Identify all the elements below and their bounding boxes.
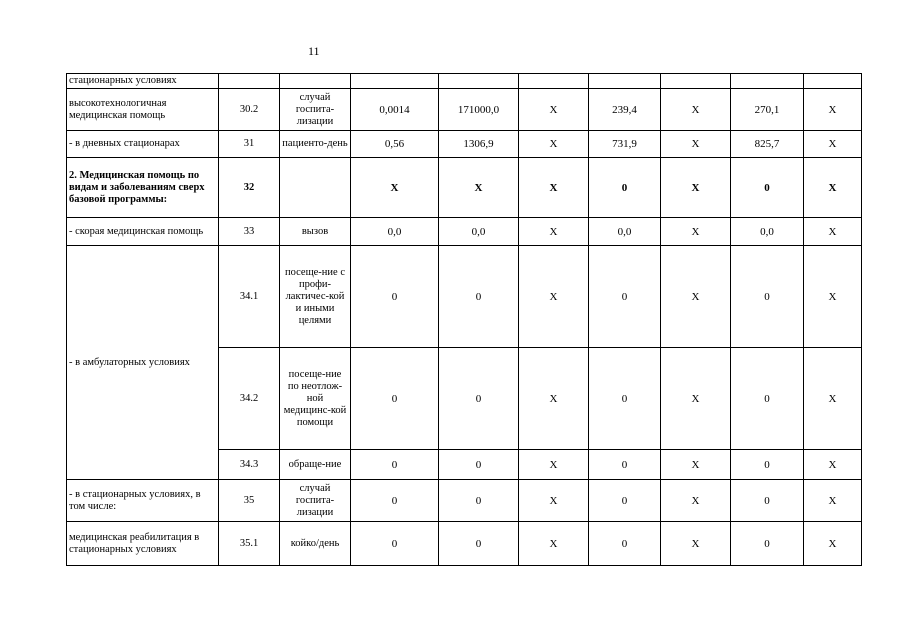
cell-value: Х: [804, 89, 862, 131]
cell-value: [589, 74, 661, 89]
cell-value: 731,9: [589, 131, 661, 158]
cell-value: 0,0014: [351, 89, 439, 131]
row-code: 34.1: [219, 246, 280, 348]
cell-value: Х: [804, 158, 862, 218]
cell-value: Х: [661, 89, 731, 131]
cell-value: Х: [661, 218, 731, 246]
cell-value: 0: [731, 246, 804, 348]
table-row: [67, 131, 862, 158]
row-name: - в дневных стационарах: [67, 131, 219, 158]
cell-value: Х: [519, 89, 589, 131]
cell-value: 0: [589, 522, 661, 566]
row-name: - скорая медицинская помощь: [67, 218, 219, 246]
cell-value: 239,4: [589, 89, 661, 131]
row-code: 34.2: [219, 348, 280, 450]
cell-value: [661, 74, 731, 89]
row-code: 33: [219, 218, 280, 246]
row-unit: [280, 158, 351, 218]
row-unit: посеще-ние с профи-лактичес-кой и иными целями: [280, 246, 351, 348]
cell-value: Х: [519, 158, 589, 218]
cell-value: 0: [731, 480, 804, 522]
cell-value: Х: [804, 522, 862, 566]
cell-value: Х: [804, 450, 862, 480]
cell-value: [439, 74, 519, 89]
table-row: [67, 218, 862, 246]
cell-value: 0: [731, 450, 804, 480]
table-row: [67, 74, 862, 89]
cell-value: Х: [804, 246, 862, 348]
cell-value: Х: [804, 218, 862, 246]
cell-value: Х: [519, 348, 589, 450]
cell-value: 0: [439, 480, 519, 522]
cell-value: 0,0: [589, 218, 661, 246]
cell-value: Х: [519, 450, 589, 480]
row-unit: посеще-ние по неотлож-ной медицинс-кой помощи: [280, 348, 351, 450]
cell-value: 0,0: [731, 218, 804, 246]
cell-value: Х: [661, 131, 731, 158]
cell-value: 0,56: [351, 131, 439, 158]
table-row: [67, 480, 862, 522]
cell-value: 0: [589, 158, 661, 218]
row-code: 32: [219, 158, 280, 218]
row-code: 30.2: [219, 89, 280, 131]
cell-value: Х: [439, 158, 519, 218]
cell-value: 825,7: [731, 131, 804, 158]
cell-value: Х: [519, 218, 589, 246]
table-row: [67, 246, 862, 348]
cell-value: 0: [589, 450, 661, 480]
cell-value: [804, 74, 862, 89]
cell-value: Х: [804, 348, 862, 450]
cell-value: 0: [589, 348, 661, 450]
cell-value: 0: [731, 522, 804, 566]
cell-value: 0,0: [439, 218, 519, 246]
row-name: стационарных условиях: [67, 74, 219, 89]
row-name: - в стационарных условиях, в том числе:: [67, 480, 219, 522]
row-code: [219, 74, 280, 89]
cell-value: [731, 74, 804, 89]
cell-value: Х: [519, 522, 589, 566]
cell-value: 0: [731, 348, 804, 450]
row-code: 35.1: [219, 522, 280, 566]
cell-value: 0: [351, 450, 439, 480]
cell-value: Х: [804, 480, 862, 522]
cell-value: Х: [519, 246, 589, 348]
row-name: 2. Медицинская помощь по видам и заболеваниям сверх базовой программы:: [67, 158, 219, 218]
cell-value: [519, 74, 589, 89]
cell-value: Х: [519, 480, 589, 522]
cell-value: 171000,0: [439, 89, 519, 131]
row-code: 31: [219, 131, 280, 158]
cell-value: 0: [589, 246, 661, 348]
cell-value: Х: [661, 158, 731, 218]
cell-value: 0: [351, 480, 439, 522]
cell-value: 0,0: [351, 218, 439, 246]
cell-value: Х: [661, 246, 731, 348]
cell-value: 0: [351, 348, 439, 450]
cell-value: Х: [661, 480, 731, 522]
data-table: [66, 73, 862, 566]
cell-value: Х: [661, 522, 731, 566]
row-unit: обраще-ние: [280, 450, 351, 480]
row-name: высокотехнологичная медицинская помощь: [67, 89, 219, 131]
cell-value: 0: [439, 348, 519, 450]
cell-value: Х: [661, 348, 731, 450]
cell-value: Х: [804, 131, 862, 158]
page-number: 11: [308, 44, 320, 58]
cell-value: Х: [519, 131, 589, 158]
cell-value: 0: [731, 158, 804, 218]
row-code: 35: [219, 480, 280, 522]
cell-value: 0: [439, 450, 519, 480]
cell-value: [351, 74, 439, 89]
row-code: 34.3: [219, 450, 280, 480]
cell-value: 0: [351, 246, 439, 348]
cell-value: 0: [439, 246, 519, 348]
row-unit: [280, 74, 351, 89]
row-unit: случай госпита-лизации: [280, 89, 351, 131]
row-unit: случай госпита-лизации: [280, 480, 351, 522]
cell-value: Х: [351, 158, 439, 218]
table-row: [67, 89, 862, 131]
cell-value: 0: [351, 522, 439, 566]
row-name: медицинская реабилитация в стационарных условиях: [67, 522, 219, 566]
table-row: [67, 522, 862, 566]
cell-value: 0: [439, 522, 519, 566]
cell-value: 270,1: [731, 89, 804, 131]
cell-value: 1306,9: [439, 131, 519, 158]
cell-value: 0: [589, 480, 661, 522]
row-unit: вызов: [280, 218, 351, 246]
row-unit: пациенто-день: [280, 131, 351, 158]
row-unit: койко/день: [280, 522, 351, 566]
table-row: [67, 158, 862, 218]
row-name: - в амбулаторных условиях: [67, 246, 219, 480]
cell-value: Х: [661, 450, 731, 480]
